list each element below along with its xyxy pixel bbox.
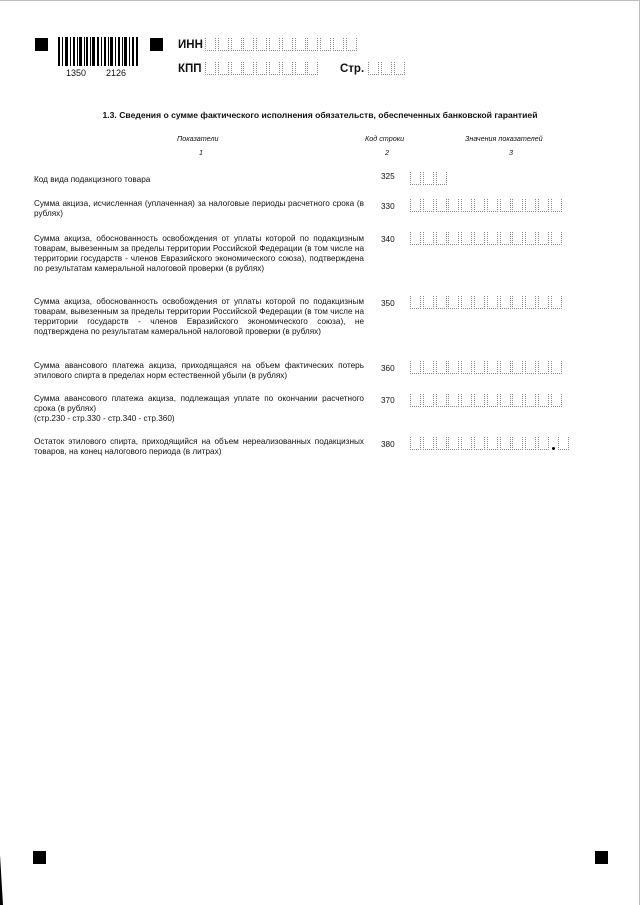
input-cell[interactable] [448,296,459,309]
barcode-number-left: 1350 [66,68,87,78]
corner-marker-bottom-right [595,851,608,864]
input-cell[interactable] [368,62,379,75]
column-header-values: Значения показателей [465,134,543,143]
input-cell[interactable] [423,172,434,185]
input-cell[interactable] [551,199,562,212]
row-360-cells[interactable] [410,361,564,374]
input-cell[interactable] [551,394,562,407]
input-cell[interactable] [474,394,485,407]
input-cell[interactable] [512,437,523,450]
input-cell[interactable] [461,199,472,212]
input-cell[interactable] [231,38,242,51]
input-cell[interactable] [461,361,472,374]
row-370-code: 370 [381,396,395,405]
input-cell[interactable] [282,62,293,75]
input-cell[interactable] [436,199,447,212]
input-cell[interactable] [410,172,421,185]
input-cell[interactable] [551,361,562,374]
input-cell[interactable] [307,62,318,75]
input-cell[interactable] [282,38,293,51]
decimal-point [551,437,556,450]
input-cell[interactable] [256,62,267,75]
input-cell[interactable] [525,232,536,245]
inn-label: ИНН [178,39,203,51]
section-title: 1.3. Сведения о сумме фактического исполнения обязательств, обеспеченных банковской гарантией [102,110,538,120]
input-cell[interactable] [500,232,511,245]
input-cell[interactable] [295,62,306,75]
row-330-cells[interactable] [410,199,564,212]
inn-cells[interactable] [205,38,359,51]
input-cell[interactable] [525,394,536,407]
input-cell[interactable] [525,361,536,374]
input-cell[interactable] [525,199,536,212]
row-380-cells[interactable] [410,437,570,450]
input-cell[interactable] [538,296,549,309]
input-cell[interactable] [423,437,434,450]
input-cell[interactable] [448,361,459,374]
row-360-code: 360 [381,364,395,373]
input-cell[interactable] [512,232,523,245]
input-cell[interactable] [256,38,267,51]
input-cell[interactable] [307,38,318,51]
input-cell[interactable] [218,38,229,51]
input-cell[interactable] [474,361,485,374]
input-cell[interactable] [538,394,549,407]
input-cell[interactable] [551,296,562,309]
row-325-code: 325 [381,172,395,181]
input-cell[interactable] [346,38,357,51]
input-cell[interactable] [410,394,421,407]
row-350-code: 350 [381,299,395,308]
column-header-line-code: Код строки [365,134,405,143]
row-330-text: Сумма акциза, исчисленная (уплаченная) за налоговые периоды расчетного срока (в рублях) [34,199,364,218]
input-cell[interactable] [205,38,216,51]
input-cell[interactable] [333,38,344,51]
input-cell[interactable] [410,361,421,374]
input-cell[interactable] [269,62,280,75]
kpp-cells[interactable] [205,62,320,75]
input-cell[interactable] [500,296,511,309]
input-cell[interactable] [551,232,562,245]
input-cell[interactable] [381,62,392,75]
input-cell[interactable] [394,62,405,75]
corner-marker-bottom-left [33,851,46,864]
row-370-text: Сумма авансового платежа акциза, подлежащая уплате по окончании расчетного срока (в рублях) [34,394,364,413]
input-cell[interactable] [269,38,280,51]
scan-edge-mark [0,855,4,905]
input-cell[interactable] [320,38,331,51]
input-cell[interactable] [500,394,511,407]
row-330-code: 330 [381,202,395,211]
input-cell[interactable] [410,437,421,450]
input-cell[interactable] [448,199,459,212]
row-360-text: Сумма авансового платежа акциза, приходящаяся на объем фактических потерь этилового спирта в пределах норм естественной убыли (в рублях) [34,361,364,380]
input-cell[interactable] [474,232,485,245]
input-cell[interactable] [487,296,498,309]
input-cell[interactable] [231,62,242,75]
input-cell[interactable] [487,361,498,374]
row-380-text: Остаток этилового спирта, приходящийся на объем нереализованных подакцизных товаров, на конец налогового периода (в литрах) [34,437,364,456]
input-cell[interactable] [423,296,434,309]
input-cell[interactable] [487,199,498,212]
column-number-3: 3 [509,148,513,157]
input-cell[interactable] [500,437,511,450]
input-cell[interactable] [436,394,447,407]
input-cell[interactable] [410,296,421,309]
page-number-cells[interactable] [368,62,406,75]
input-cell[interactable] [423,199,434,212]
column-number-1: 1 [199,148,203,157]
input-cell[interactable] [512,361,523,374]
row-340-code: 340 [381,235,395,244]
input-cell[interactable] [423,232,434,245]
input-cell[interactable] [538,361,549,374]
row-325-text: Код вида подакцизного товара [34,175,151,184]
input-cell[interactable] [423,361,434,374]
input-cell[interactable] [243,38,254,51]
page-label: Стр. [340,63,365,75]
input-cell[interactable] [448,394,459,407]
input-cell[interactable] [218,62,229,75]
column-header-indicators: Показатели [177,134,219,143]
input-cell[interactable] [448,437,459,450]
barcode-number-right: 2126 [106,68,127,78]
input-cell[interactable] [436,437,447,450]
input-cell[interactable] [436,361,447,374]
input-cell[interactable] [461,437,472,450]
input-cell[interactable] [436,172,447,185]
input-cell[interactable] [500,199,511,212]
input-cell[interactable] [205,62,216,75]
row-370-cells[interactable] [410,394,564,407]
input-cell[interactable] [436,232,447,245]
row-350-text: Сумма акциза, обоснованность освобождения от уплаты которой по подакцизным товарам, вывезенным за пределы территории Российской Федерации (в том числе на территории государств - членов Евразийского экономического союза), не подтверждена по результатам камеральной налоговой проверки (в рублях) [34,297,364,336]
input-cell[interactable] [461,296,472,309]
input-cell[interactable] [487,437,498,450]
row-340-text: Сумма акциза, обоснованность освобождения от уплаты которой по подакцизным товарам, вывезенным за пределы территории Российской Федерации (в том числе на территории государств - членов Евразийского экономического союза), подтверждена по результатам камеральной налоговой проверки (в рублях) [34,234,364,273]
corner-marker-top-right [150,38,163,51]
input-cell[interactable] [295,38,306,51]
input-cell[interactable] [243,62,254,75]
input-cell[interactable] [512,199,523,212]
input-cell[interactable] [525,437,536,450]
row-340-cells[interactable] [410,232,564,245]
row-325-cells[interactable] [410,172,448,185]
input-cell[interactable] [558,437,569,450]
input-cell[interactable] [512,394,523,407]
input-cell[interactable] [525,296,536,309]
input-cell[interactable] [487,394,498,407]
input-cell[interactable] [487,232,498,245]
input-cell[interactable] [448,232,459,245]
input-cell[interactable] [512,296,523,309]
row-380-code: 380 [381,440,395,449]
input-cell[interactable] [410,232,421,245]
barcode [58,37,138,66]
kpp-label: КПП [178,63,202,75]
input-cell[interactable] [474,199,485,212]
input-cell[interactable] [538,437,549,450]
row-350-cells[interactable] [410,296,564,309]
input-cell[interactable] [500,361,511,374]
input-cell[interactable] [474,296,485,309]
input-cell[interactable] [474,437,485,450]
input-cell[interactable] [461,232,472,245]
column-number-2: 2 [385,148,389,157]
input-cell[interactable] [436,296,447,309]
input-cell[interactable] [410,199,421,212]
input-cell[interactable] [423,394,434,407]
input-cell[interactable] [538,232,549,245]
row-370-formula: (стр.230 - стр.330 - стр.340 - стр.360) [34,414,175,423]
input-cell[interactable] [461,394,472,407]
input-cell[interactable] [538,199,549,212]
corner-marker-top-left [35,38,48,51]
